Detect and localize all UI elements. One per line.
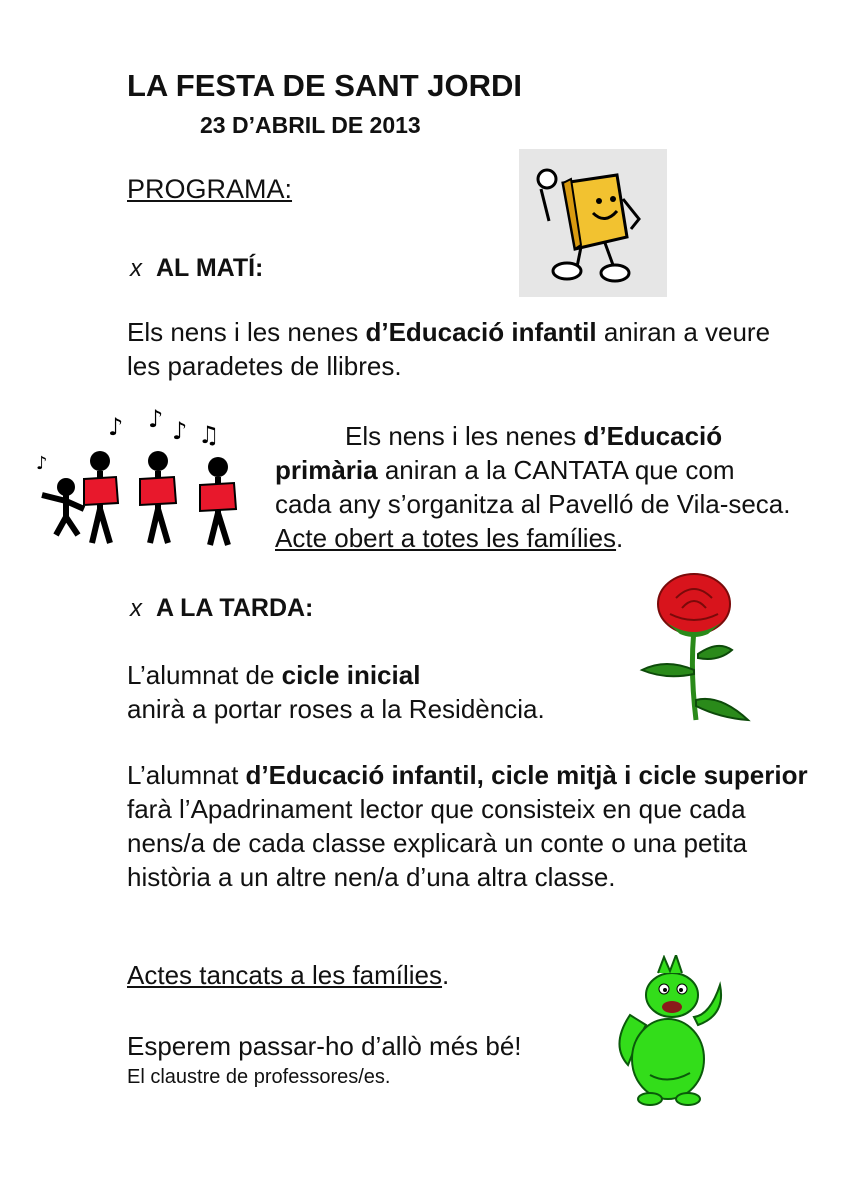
closed-acts-suffix: .: [442, 960, 450, 990]
signature: El claustre de professores/es.: [127, 1066, 391, 1088]
svg-text:♪: ♪: [108, 413, 124, 441]
others-bold: d’Educació infantil, cicle mitjà i cicle superior: [245, 760, 808, 790]
others-suffix: farà l’Apadrinament lector que consisteix en que cada nens/a de cada classe explicarà un conte o una petita història a un altre nen/a d’una altra classe.: [127, 794, 748, 892]
cross-bullet-icon: x: [130, 595, 142, 622]
svg-text:♪: ♪: [148, 405, 164, 433]
morning-heading-text: AL MATÍ:: [156, 254, 264, 282]
svg-text:♫: ♫: [198, 421, 220, 449]
event-date: 23 D’ABRIL DE 2013: [200, 112, 421, 138]
singing-children-illustration: [20, 405, 250, 553]
inicial-bold: cicle inicial: [281, 660, 421, 690]
cicle-inicial-paragraph: [127, 658, 627, 726]
inicial-suffix: anirà a portar roses a la Residència.: [127, 694, 545, 724]
others-prefix: L’alumnat: [127, 760, 246, 790]
infantil-bold: d’Educació infantil: [365, 317, 597, 347]
dragon-illustration: [610, 955, 728, 1107]
apadrinament-paragraph: [127, 758, 827, 894]
primaria-morning-paragraph: [275, 419, 795, 555]
afternoon-heading-text: A LA TARDA:: [156, 594, 314, 622]
page-title: LA FESTA DE SANT JORDI: [127, 68, 522, 103]
inicial-prefix: L’alumnat de: [127, 660, 282, 690]
closing-line: Esperem passar-ho d’allò més bé!: [127, 1031, 522, 1061]
rose-illustration: [636, 570, 754, 730]
infantil-prefix: Els nens i les nenes: [127, 317, 366, 347]
primaria-middle: aniran a la CANTATA que com cada any s’organitza al Pavelló de Vila-seca.: [275, 455, 791, 519]
infantil-morning-paragraph: [127, 315, 787, 383]
primaria-suffix: .: [616, 523, 624, 553]
infantil-suffix: aniran a veure les paradetes de llibres.: [127, 317, 771, 381]
book-character-illustration: [519, 149, 667, 297]
svg-text:♪: ♪: [172, 417, 188, 445]
closed-acts-text: Actes tancats a les famílies: [127, 960, 443, 990]
program-label: PROGRAMA:: [127, 174, 293, 204]
svg-text:♪: ♪: [36, 453, 48, 474]
morning-heading: [130, 254, 263, 283]
primaria-bold: d’Educació primària: [275, 421, 723, 485]
cross-bullet-icon: x: [130, 255, 142, 282]
open-to-families-note: Acte obert a totes les famílies: [275, 523, 617, 553]
primaria-prefix: Els nens i les nenes: [345, 421, 584, 451]
afternoon-heading: [130, 594, 313, 623]
closed-acts-note: [127, 958, 607, 992]
